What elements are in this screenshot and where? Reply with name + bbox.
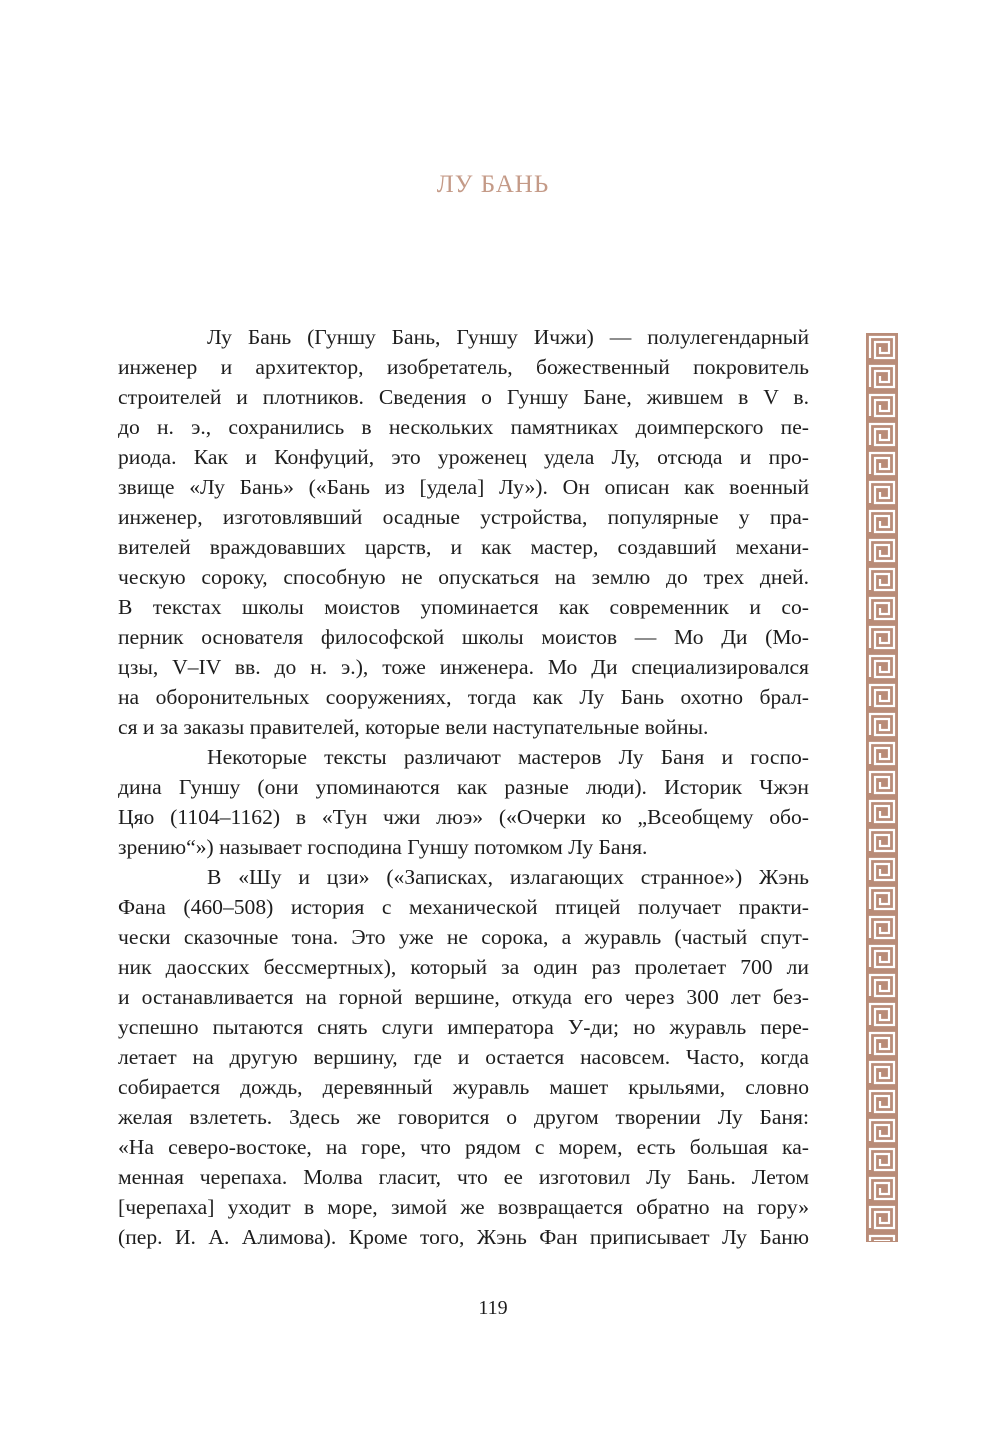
text-line: менная черепаха. Молва гласит, что ее изготовил Лу Бань. Летом: [118, 1165, 809, 1189]
text-line: В «Шу и цзи» («Записках, излагающих странное») Жэнь: [207, 865, 809, 889]
text-line: зрению“») называет господина Гуншу потомком Лу Баня.: [118, 835, 648, 859]
text-line: инженер, изготовлявший осадные устройства, популярные у пра-: [118, 505, 809, 529]
text-line: успешно пытаются снять слуги императора У-ди; но журавль пере-: [118, 1015, 809, 1039]
text-line: дина Гуншу (они упоминаются как разные люди). Историк Чжэн: [118, 775, 809, 799]
text-line: (пер. И. А. Алимова). Кроме того, Жэнь Фан приписывает Лу Баню: [118, 1225, 809, 1249]
text-line: чески сказочные тона. Это уже не сорока, а журавль (частый спут-: [118, 925, 809, 949]
text-line: «На северо-востоке, на горе, что рядом с морем, есть большая ка-: [118, 1135, 809, 1159]
text-line: перник основателя философской школы моистов — Мо Ди (Мо-: [118, 625, 809, 649]
text-line: В текстах школы моистов упоминается как современник и со-: [118, 595, 809, 619]
text-line: риода. Как и Конфуций, это уроженец удела Лу, отсюда и про-: [118, 445, 809, 469]
text-line: ся и за заказы правителей, которые вели наступательные войны.: [118, 715, 709, 739]
text-line: ческую сороку, способную не опускаться на землю до трех дней.: [118, 565, 809, 589]
text-line: строителей и плотников. Сведения о Гуншу Бане, жившем в V в.: [118, 385, 809, 409]
text-line: Лу Бань (Гуншу Бань, Гуншу Ичжи) — полулегендарный: [207, 325, 809, 349]
text-line: цзы, V–IV вв. до н. э.), тоже инженера. Мо Ди специализировался: [118, 655, 809, 679]
text-line: звище «Лу Бань» («Бань из [удела] Лу»). Он описан как военный: [118, 475, 809, 499]
text-line: до н. э., сохранились в нескольких памятниках доимперского пе-: [118, 415, 809, 439]
text-line: Фана (460–508) история с механической птицей получает практи-: [118, 895, 809, 919]
text-line: Некоторые тексты различают мастеров Лу Баня и госпо-: [207, 745, 809, 769]
text-line: [черепаха] уходит в море, зимой же возвращается обратно на гору»: [118, 1195, 809, 1219]
greek-key-border-ornament: [866, 333, 898, 1242]
text-line: собирается дождь, деревянный журавль машет крыльями, словно: [118, 1075, 809, 1099]
body-text: [118, 322, 809, 1252]
text-line: ник даосских бессмертных), который за один раз пролетает 700 ли: [118, 955, 809, 979]
page-number: 119: [478, 1297, 508, 1319]
text-line: на оборонительных сооружениях, тогда как Лу Бань охотно брал-: [118, 685, 809, 709]
text-line: Цяо (1104–1162) в «Тун чжи люэ» («Очерки ко „Всеобщему обо-: [118, 805, 809, 829]
text-line: летает на другую вершину, где и остается насовсем. Часто, когда: [118, 1045, 809, 1069]
text-line: вителей враждовавших царств, и как мастер, создавший механи-: [118, 535, 809, 559]
text-line: и останавливается на горной вершине, откуда его через 300 лет без-: [118, 985, 809, 1009]
text-line: инженер и архитектор, изобретатель, божественный покровитель: [118, 355, 809, 379]
text-line: желая взлететь. Здесь же говорится о другом творении Лу Баня:: [118, 1105, 809, 1129]
chapter-title: ЛУ БАНЬ: [436, 171, 550, 198]
